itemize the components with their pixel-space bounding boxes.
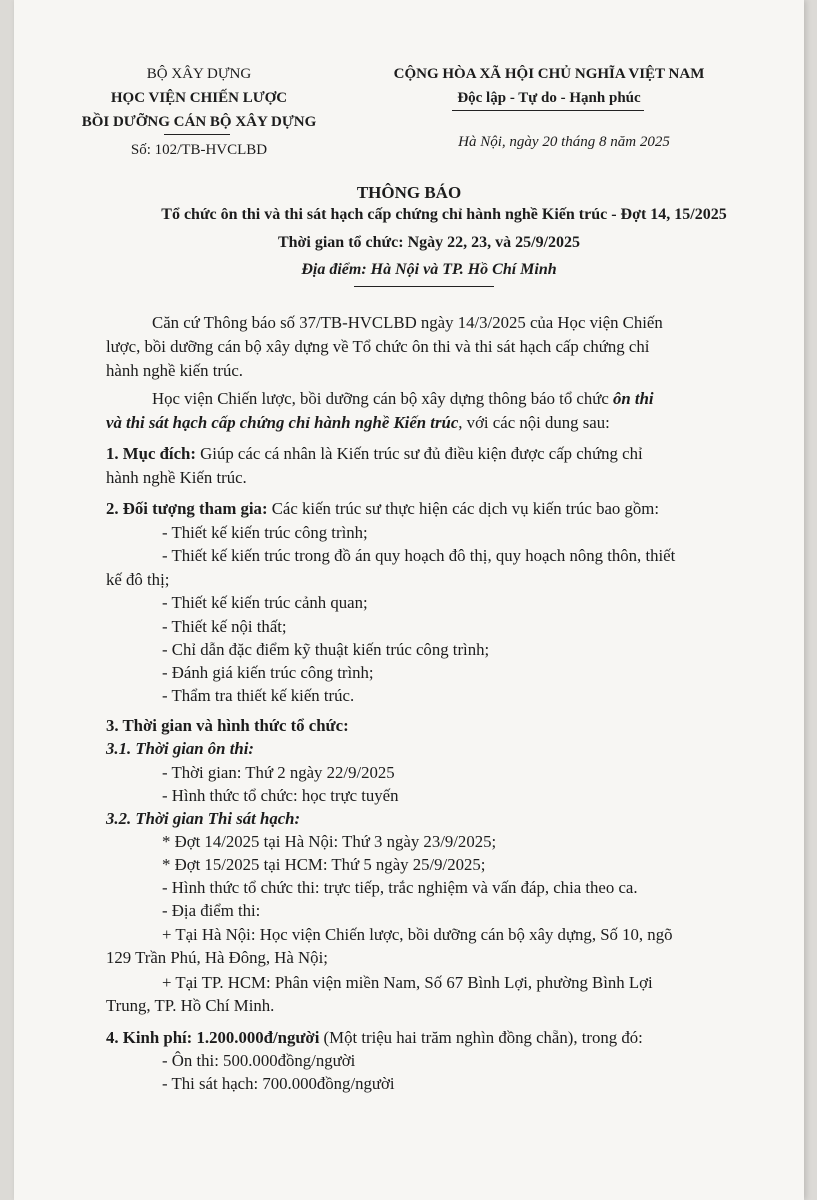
section-1-text: Giúp các cá nhân là Kiến trúc sư đủ điều kiện được cấp chứng chỉ [195, 444, 643, 463]
section-3-2-item: Trung, TP. Hồ Chí Minh. [106, 996, 275, 1015]
section-2-heading: 2. Đối tượng tham gia: [106, 499, 268, 518]
title-underline [354, 286, 494, 287]
section-4-line-1 [106, 1027, 643, 1049]
section-3-2-item: * Đợt 15/2025 tại HCM: Thứ 5 ngày 25/9/2025; [162, 855, 486, 874]
section-4-heading: 4. Kinh phí: [106, 1028, 197, 1047]
intro-paragraph-1-line-2: lược, bồi dưỡng cán bộ xây dựng về Tổ chức ôn thi và thi sát hạch cấp chứng chỉ [106, 337, 650, 356]
intro-paragraph-1-line-1: Căn cứ Thông báo số 37/TB-HVCLBD ngày 14/3/2025 của Học viện Chiến [152, 313, 663, 332]
intro-paragraph-1-line-3: hành nghề kiến trúc. [106, 361, 244, 380]
section-2-line-1 [106, 498, 659, 520]
section-2-item: - Chỉ dẫn đặc điểm kỹ thuật kiến trúc công trình; [162, 640, 490, 659]
document-subtitle: Tổ chức ôn thi và thi sát hạch cấp chứng chỉ hành nghề Kiến trúc - Đợt 14, 15/2025 [161, 206, 727, 223]
section-3-1-item: - Thời gian: Thứ 2 ngày 22/9/2025 [162, 763, 395, 782]
header-left-underline [164, 134, 230, 135]
section-1-heading: 1. Mục đích: [106, 444, 196, 463]
section-2-item: - Thiết kế kiến trúc cảnh quan; [162, 593, 368, 612]
section-2-item: - Đánh giá kiến trúc công trình; [162, 663, 374, 682]
section-1-line-1 [106, 443, 643, 465]
section-2-item: - Thiết kế kiến trúc công trình; [162, 523, 368, 542]
organization-time: Thời gian tổ chức: Ngày 22, 23, và 25/9/2025 [277, 234, 581, 251]
section-3-2-item: 129 Trần Phú, Hà Đông, Hà Nội; [106, 948, 328, 967]
section-4-text: (Một triệu hai trăm nghìn đồng chẵn), trong đó: [319, 1028, 643, 1047]
section-1-line-2: hành nghề Kiến trúc. [106, 468, 247, 487]
section-4-item: - Thi sát hạch: 700.000đồng/người [162, 1074, 395, 1093]
section-3-2-item: * Đợt 14/2025 tại Hà Nội: Thứ 3 ngày 23/9/2025; [162, 832, 497, 851]
section-3-2-item: + Tại Hà Nội: Học viện Chiến lược, bồi dưỡng cán bộ xây dựng, Số 10, ngõ [162, 925, 673, 944]
organization-location: Địa điểm: Hà Nội và TP. Hồ Chí Minh [301, 261, 557, 278]
header-right-underline [452, 110, 644, 111]
nation-motto: Độc lập - Tự do - Hạnh phúc [457, 90, 641, 106]
section-2-item: - Thiết kế kiến trúc trong đồ án quy hoạch đô thị, quy hoạch nông thôn, thiết [162, 546, 676, 565]
section-3-2-item: - Địa điểm thi: [162, 901, 261, 920]
section-4-item: - Ôn thi: 500.000đồng/người [162, 1051, 356, 1070]
intro-paragraph-2-text: Học viện Chiến lược, bồi dưỡng cán bộ xây dựng thông báo tổ chức [152, 389, 613, 408]
section-3-2-item: - Hình thức tổ chức thi: trực tiếp, trắc nghiệm và vấn đáp, chia theo ca. [162, 878, 638, 897]
intro-paragraph-2-emphasis-2: và thi sát hạch cấp chứng chỉ hành nghề Kiến trúc [106, 413, 459, 432]
institute-name-line2: BỒI DƯỠNG CÁN BỘ XÂY DỰNG [81, 114, 317, 130]
intro-paragraph-2-text-2: , với các nội dung sau: [458, 413, 610, 432]
ministry-name: BỘ XÂY DỰNG [146, 66, 252, 82]
intro-paragraph-2-line-2 [106, 412, 610, 434]
section-2-text: Các kiến trúc sư thực hiện các dịch vụ kiến trúc bao gồm: [267, 499, 659, 518]
intro-paragraph-2-line-1 [152, 388, 654, 410]
section-2-item: kế đô thị; [106, 570, 170, 589]
section-3-2-item: + Tại TP. HCM: Phân viện miền Nam, Số 67 Bình Lợi, phường Bình Lợi [162, 973, 653, 992]
document-title: THÔNG BÁO [356, 183, 462, 202]
intro-paragraph-2-emphasis: ôn thi [613, 389, 654, 408]
institute-name-line1: HỌC VIỆN CHIẾN LƯỢC [110, 90, 288, 106]
document-number: Số: 102/TB-HVCLBD [130, 142, 268, 158]
nation-name: CỘNG HÒA XÃ HỘI CHỦ NGHĨA VIỆT NAM [393, 66, 705, 82]
section-2-item: - Thiết kế nội thất; [162, 617, 287, 636]
document-page [14, 0, 804, 1200]
section-3-heading: 3. Thời gian và hình thức tổ chức: [106, 716, 349, 735]
place-date: Hà Nội, ngày 20 tháng 8 năm 2025 [458, 134, 670, 150]
section-3-1-item: - Hình thức tổ chức: học trực tuyến [162, 786, 399, 805]
fee-amount: 1.200.000đ/người [196, 1028, 320, 1047]
section-3-1-heading: 3.1. Thời gian ôn thi: [106, 739, 254, 758]
section-3-2-heading: 3.2. Thời gian Thi sát hạch: [106, 809, 301, 828]
section-2-item: - Thẩm tra thiết kế kiến trúc. [162, 686, 355, 705]
